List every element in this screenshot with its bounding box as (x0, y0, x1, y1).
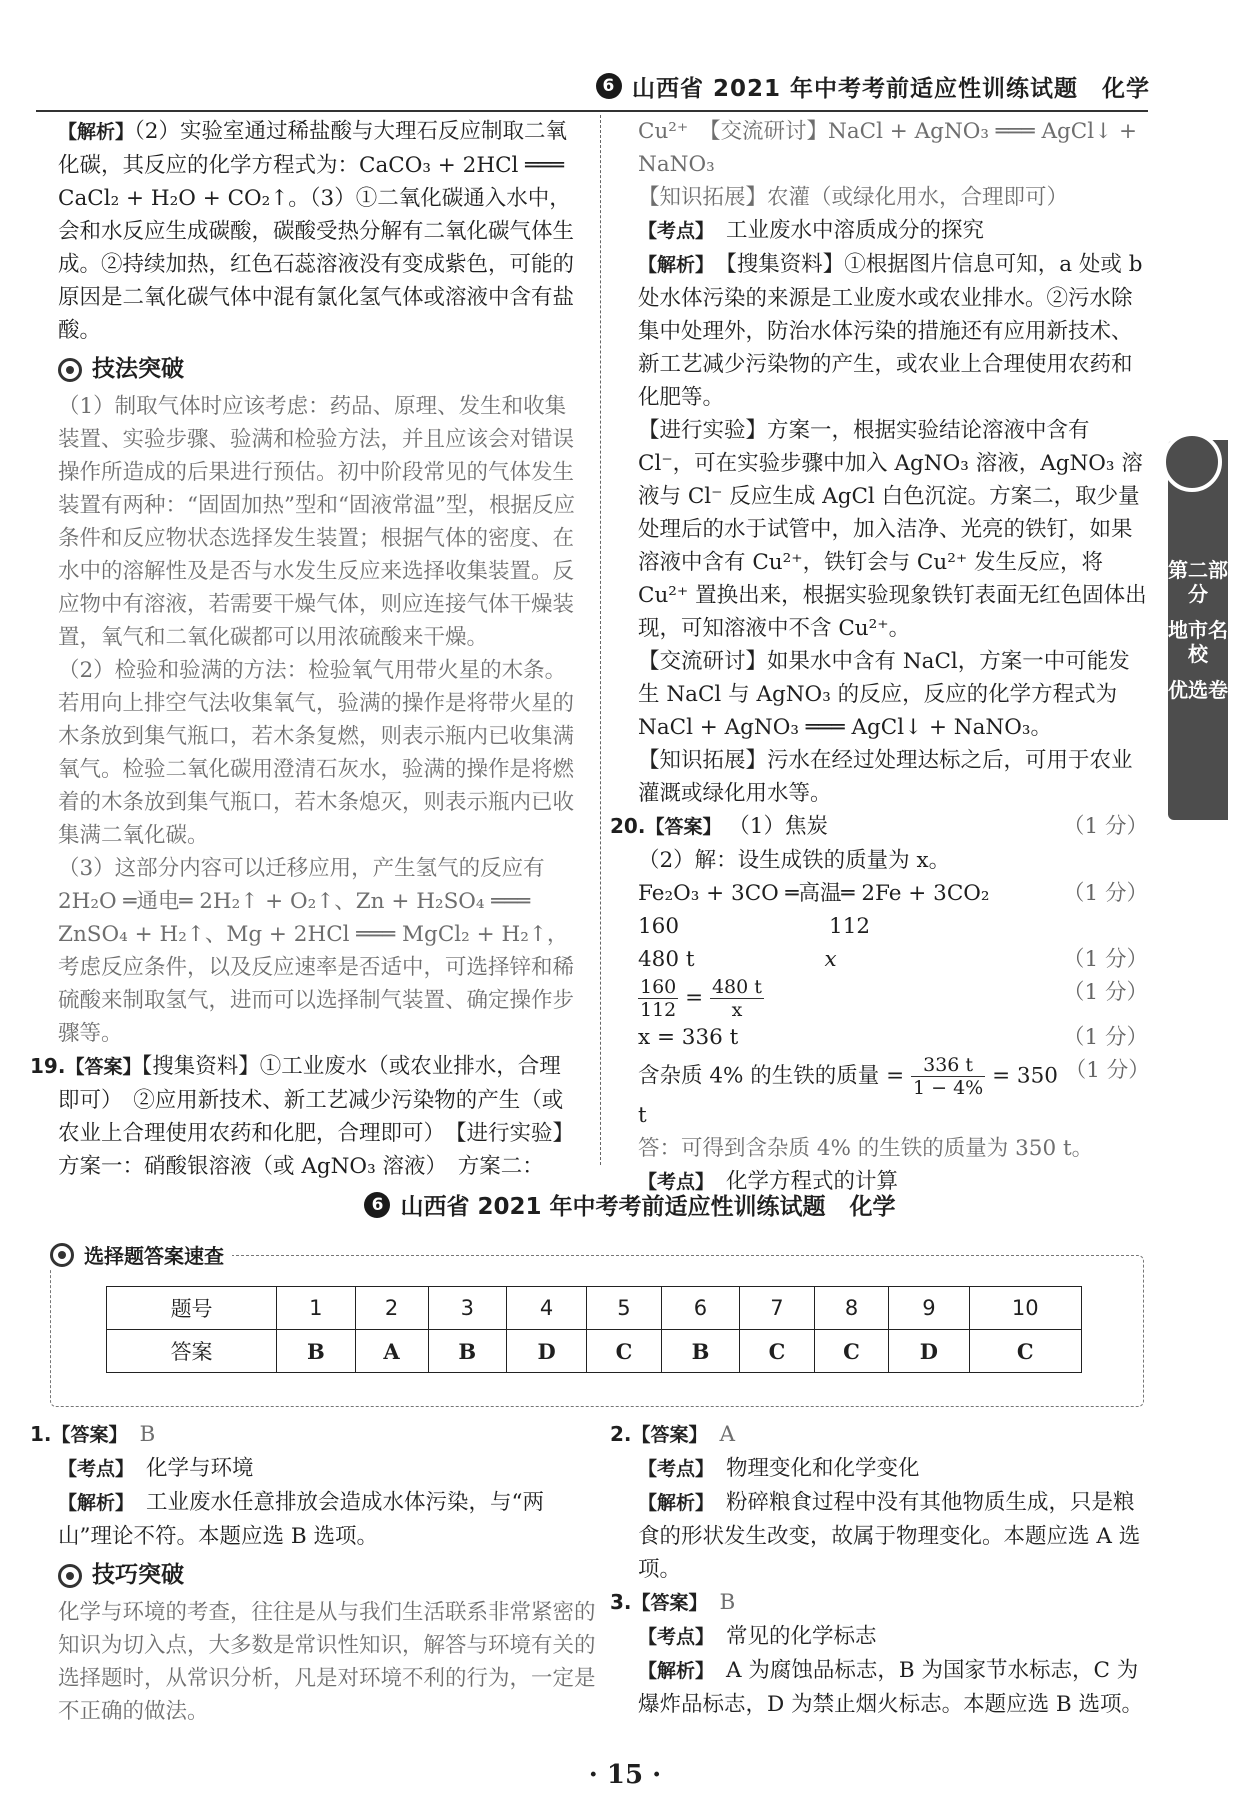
analysis-2: 【进行实验】方案一，根据实验结论溶液中含有 Cl⁻，可在实验步骤中加入 AgNO₃ 溶液，AgNO₃ 溶液与 Cl⁻ 反应生成 AgCl 白色沉淀。方案二，取少量处理后的水于试管中，加入洁净、光亮的铁钉，如果溶液中含有 Cu²⁺，铁钉会与 Cu²⁺ 发生反应，将 Cu²⁺ 置换出来，根据实验现象铁钉表面无红色固体出现，可知溶液中不含 Cu²⁺。 (638, 418, 1147, 641)
table-cell: B (428, 1330, 506, 1373)
q3-analysis: 【解析】 A 为腐蚀品标志，B 为国家节水标志，C 为爆炸品标志，D 为禁止烟火标志。本题应选 B 选项。 (638, 1658, 1144, 1717)
skills-heading: 技巧突破 (58, 1559, 598, 1592)
skills-paragraph: 化学与环境的考查，往往是从与我们生活联系非常紧密的知识为切入点，大多数是常识性知识，解答与环境有关的选择题时，从常识分析，凡是对环境不利的行为，一定是不正确的做法。 (58, 1600, 596, 1724)
header-subject: 化学 (1102, 75, 1150, 102)
analysis-4: 【知识拓展】污水在经过处理达标之后，可用于农业灌溉或绿化用水等。 (638, 748, 1133, 806)
q1-analysis: 【解析】 工业废水任意排放会造成水体污染，与“两山”理论不符。本题应选 B 选项。 (58, 1490, 545, 1549)
target-icon (58, 358, 82, 382)
analysis-3: 【交流研讨】如果水中含有 NaCl，方案一中可能发生 NaCl 与 AgNO₃ 的反应，反应的化学方程式为 NaCl + AgNO₃ ═══ AgCl↓ + NaNO₃。 (638, 649, 1130, 740)
side-tab-schools: 地市名校 (1168, 618, 1228, 666)
table-row (107, 1287, 1082, 1330)
bottom-left-column (30, 1418, 598, 1728)
q19-answer: 19.【答案】【搜集资料】①工业废水（或农业排水，合理即可） ②应用新技术、新工艺减少污染物的产生（或农业上合理使用农药和化肥，合理即可） 【进行实验】方案一：硝酸银溶液（或 AgNO₃ 溶液） 方案二： (30, 1054, 575, 1179)
mass-value-row: 480 t x （1 分） (638, 947, 1148, 972)
section-number-badge: 6 (364, 1192, 390, 1218)
mass-ratio-row: 160 112 (638, 914, 871, 939)
tips-paragraph-1: （1）制取气体时应该考虑：药品、原理、发生和收集装置、实验步骤、验满和检验方法，并且应该会对错误操作所造成的后果进行预估。初中阶段常见的气体发生装置有两种：“固固加热”型和“固液常温”型，根据反应条件和反应物状态选择发生装置；根据气体的密度、在水中的溶解性及是否与水发生反应来选择收集装置。反应物中有溶液，若需要干燥气体，则应连接气体干燥装置，氧气和二氧化碳都可以用浓硫酸来干燥。 (58, 394, 575, 650)
right-column (610, 115, 1150, 1199)
table-cell: 8 (814, 1287, 889, 1330)
table-cell: B (661, 1330, 739, 1373)
table-cell: D (889, 1330, 969, 1373)
table-cell: C (740, 1330, 815, 1373)
q20-answer-2: （2）解：设生成铁的质量为 x。 (638, 848, 951, 873)
q3-exam-point: 【考点】 常见的化学标志 (638, 1624, 877, 1649)
analysis-paragraph: 【解析】（2）实验室通过稀盐酸与大理石反应制取二氧化碳，其反应的化学方程式为：CaCO₃ + 2HCl ═══ CaCl₂ + H₂O + CO₂↑。（3）①二氧化碳通入水中，会和水反应生成碳酸，碳酸受热分解有二氧化碳气体生成。②持续加热，红色石蕊溶液没有变成紫色，可能的原因是二氧化碳气体中混有氯化氢气体或溶液中含有盐酸。 (58, 119, 575, 343)
bottom-right-column (610, 1418, 1148, 1721)
x-value-row: x = 336 t （1 分） (638, 1025, 1148, 1050)
header-title: 山西省 2021 年中考考前适应性训练试题 (631, 75, 1078, 102)
column-divider (600, 115, 601, 1165)
q1-exam-point: 【考点】 化学与环境 (58, 1456, 254, 1481)
table-cell: A (355, 1330, 428, 1373)
table-cell: 4 (506, 1287, 586, 1330)
table-header-cell: 答案 (107, 1330, 277, 1373)
q2-exam-point: 【考点】 物理变化和化学变化 (638, 1456, 920, 1481)
tips-paragraph-3a: （3）这部分内容可以迁移应用，产生氢气的反应有 (58, 856, 545, 881)
table-cell: 2 (355, 1287, 428, 1330)
tips-paragraph-2: （2）检验和验满的方法：检验氧气用带火星的木条。若用向上排空气法收集氧气，验满的操作是将带火星的木条放到集气瓶口，若木条复燃，则表示瓶内已收集满氧气。检验二氧化碳用澄清石灰水，验满的操作是将燃着的木条放到集气瓶口，若木条熄灭，则表示瓶内已收集满二氧化碳。 (58, 658, 575, 848)
side-tab-selection: 优选卷 (1168, 678, 1228, 702)
q3-answer: 3.【答案】 B (610, 1590, 736, 1615)
q20-answer-1: 20.【答案】 （1）焦炭 （1 分） (610, 814, 1148, 839)
q2-analysis: 【解析】 粉碎粮食过程中没有其他物质生成，只是粮食的形状发生改变，故属于物理变化。本题应选 A 选项。 (638, 1490, 1141, 1582)
target-icon (1162, 432, 1222, 492)
table-cell: C (814, 1330, 889, 1373)
table-row (107, 1330, 1082, 1373)
q1-answer: 1.【答案】 B (30, 1422, 156, 1447)
table-cell: 9 (889, 1287, 969, 1330)
exam-point-2: 【考点】 化学方程式的计算 (638, 1169, 899, 1194)
knowledge-extension: 【知识拓展】农灌（或绿化用水，合理即可） (638, 185, 1069, 210)
q2-answer: 2.【答案】 A (610, 1422, 736, 1447)
section-number-badge: 6 (596, 73, 622, 99)
table-cell: 5 (587, 1287, 662, 1330)
table-cell: B (277, 1330, 355, 1373)
table-cell: 3 (428, 1287, 506, 1330)
quick-answer-label: 选择题答案速查 (42, 1240, 232, 1269)
left-column (30, 115, 578, 1183)
target-icon (58, 1564, 82, 1588)
answer-table (106, 1286, 1082, 1373)
target-icon (50, 1243, 74, 1267)
exam-point: 【考点】 工业废水中溶质成分的探究 (638, 218, 985, 243)
table-cell: 7 (740, 1287, 815, 1330)
table-cell: D (506, 1330, 586, 1373)
table-cell: C (969, 1330, 1081, 1373)
table-cell: 1 (277, 1287, 355, 1330)
side-tab (1168, 440, 1228, 820)
answer-continued: Cu²⁺ 【交流研讨】NaCl + AgNO₃ ═══ AgCl↓ + NaNO₃ (638, 119, 1137, 177)
table-cell: 6 (661, 1287, 739, 1330)
table-cell: C (587, 1330, 662, 1373)
section-title: 6 山西省 2021 年中考考前适应性训练试题 化学 (300, 1188, 960, 1221)
analysis-1: 【解析】 【搜集资料】①根据图片信息可知，a 处或 b 处水体污染的来源是工业废水或农业排水。②污水除集中处理外，防治水体污染的措施还有应用新技术、新工艺减少污染物的产生，或农业上合理使用农药和化肥等。 (638, 252, 1143, 410)
tips-paragraph-3b: 2H₂O ═通电═ 2H₂↑ + O₂↑、Zn + H₂SO₄ ═══ ZnSO₄ + H₂↑、Mg + 2HCl ═══ MgCl₂ + H₂↑，考虑反应条件，以及反应速率是否适中，可选择锌和稀硫酸来制取氢气，进而可以选择制气装置、确定操作步骤等。 (58, 889, 575, 1046)
side-tab-part: 第二部分 (1168, 558, 1228, 606)
tips-heading: 技法突破 (58, 353, 578, 386)
final-answer: 答：可得到含杂质 4% 的生铁的质量为 350 t。 (638, 1136, 1094, 1161)
proportion-row: $\frac{160}{112}$ = $\frac{480 t}{x}$ （1 分） (640, 976, 1148, 1021)
table-header-cell: 题号 (107, 1287, 277, 1330)
page-header (590, 70, 1150, 102)
steel-mass-row: 含杂质 4% 的生铁的质量 = $\frac{336 t}{1 - 4\%}$ = 350 t （1 分） (638, 1054, 1150, 1128)
equation-line: Fe₂O₃ + 3CO ═高温═ 2Fe + 3CO₂ （1 分） (638, 881, 1148, 906)
table-cell: 10 (969, 1287, 1081, 1330)
page-number: · 15 · (588, 1760, 662, 1790)
header-divider (36, 110, 1148, 112)
analysis-tag: 【解析】 (58, 121, 135, 143)
